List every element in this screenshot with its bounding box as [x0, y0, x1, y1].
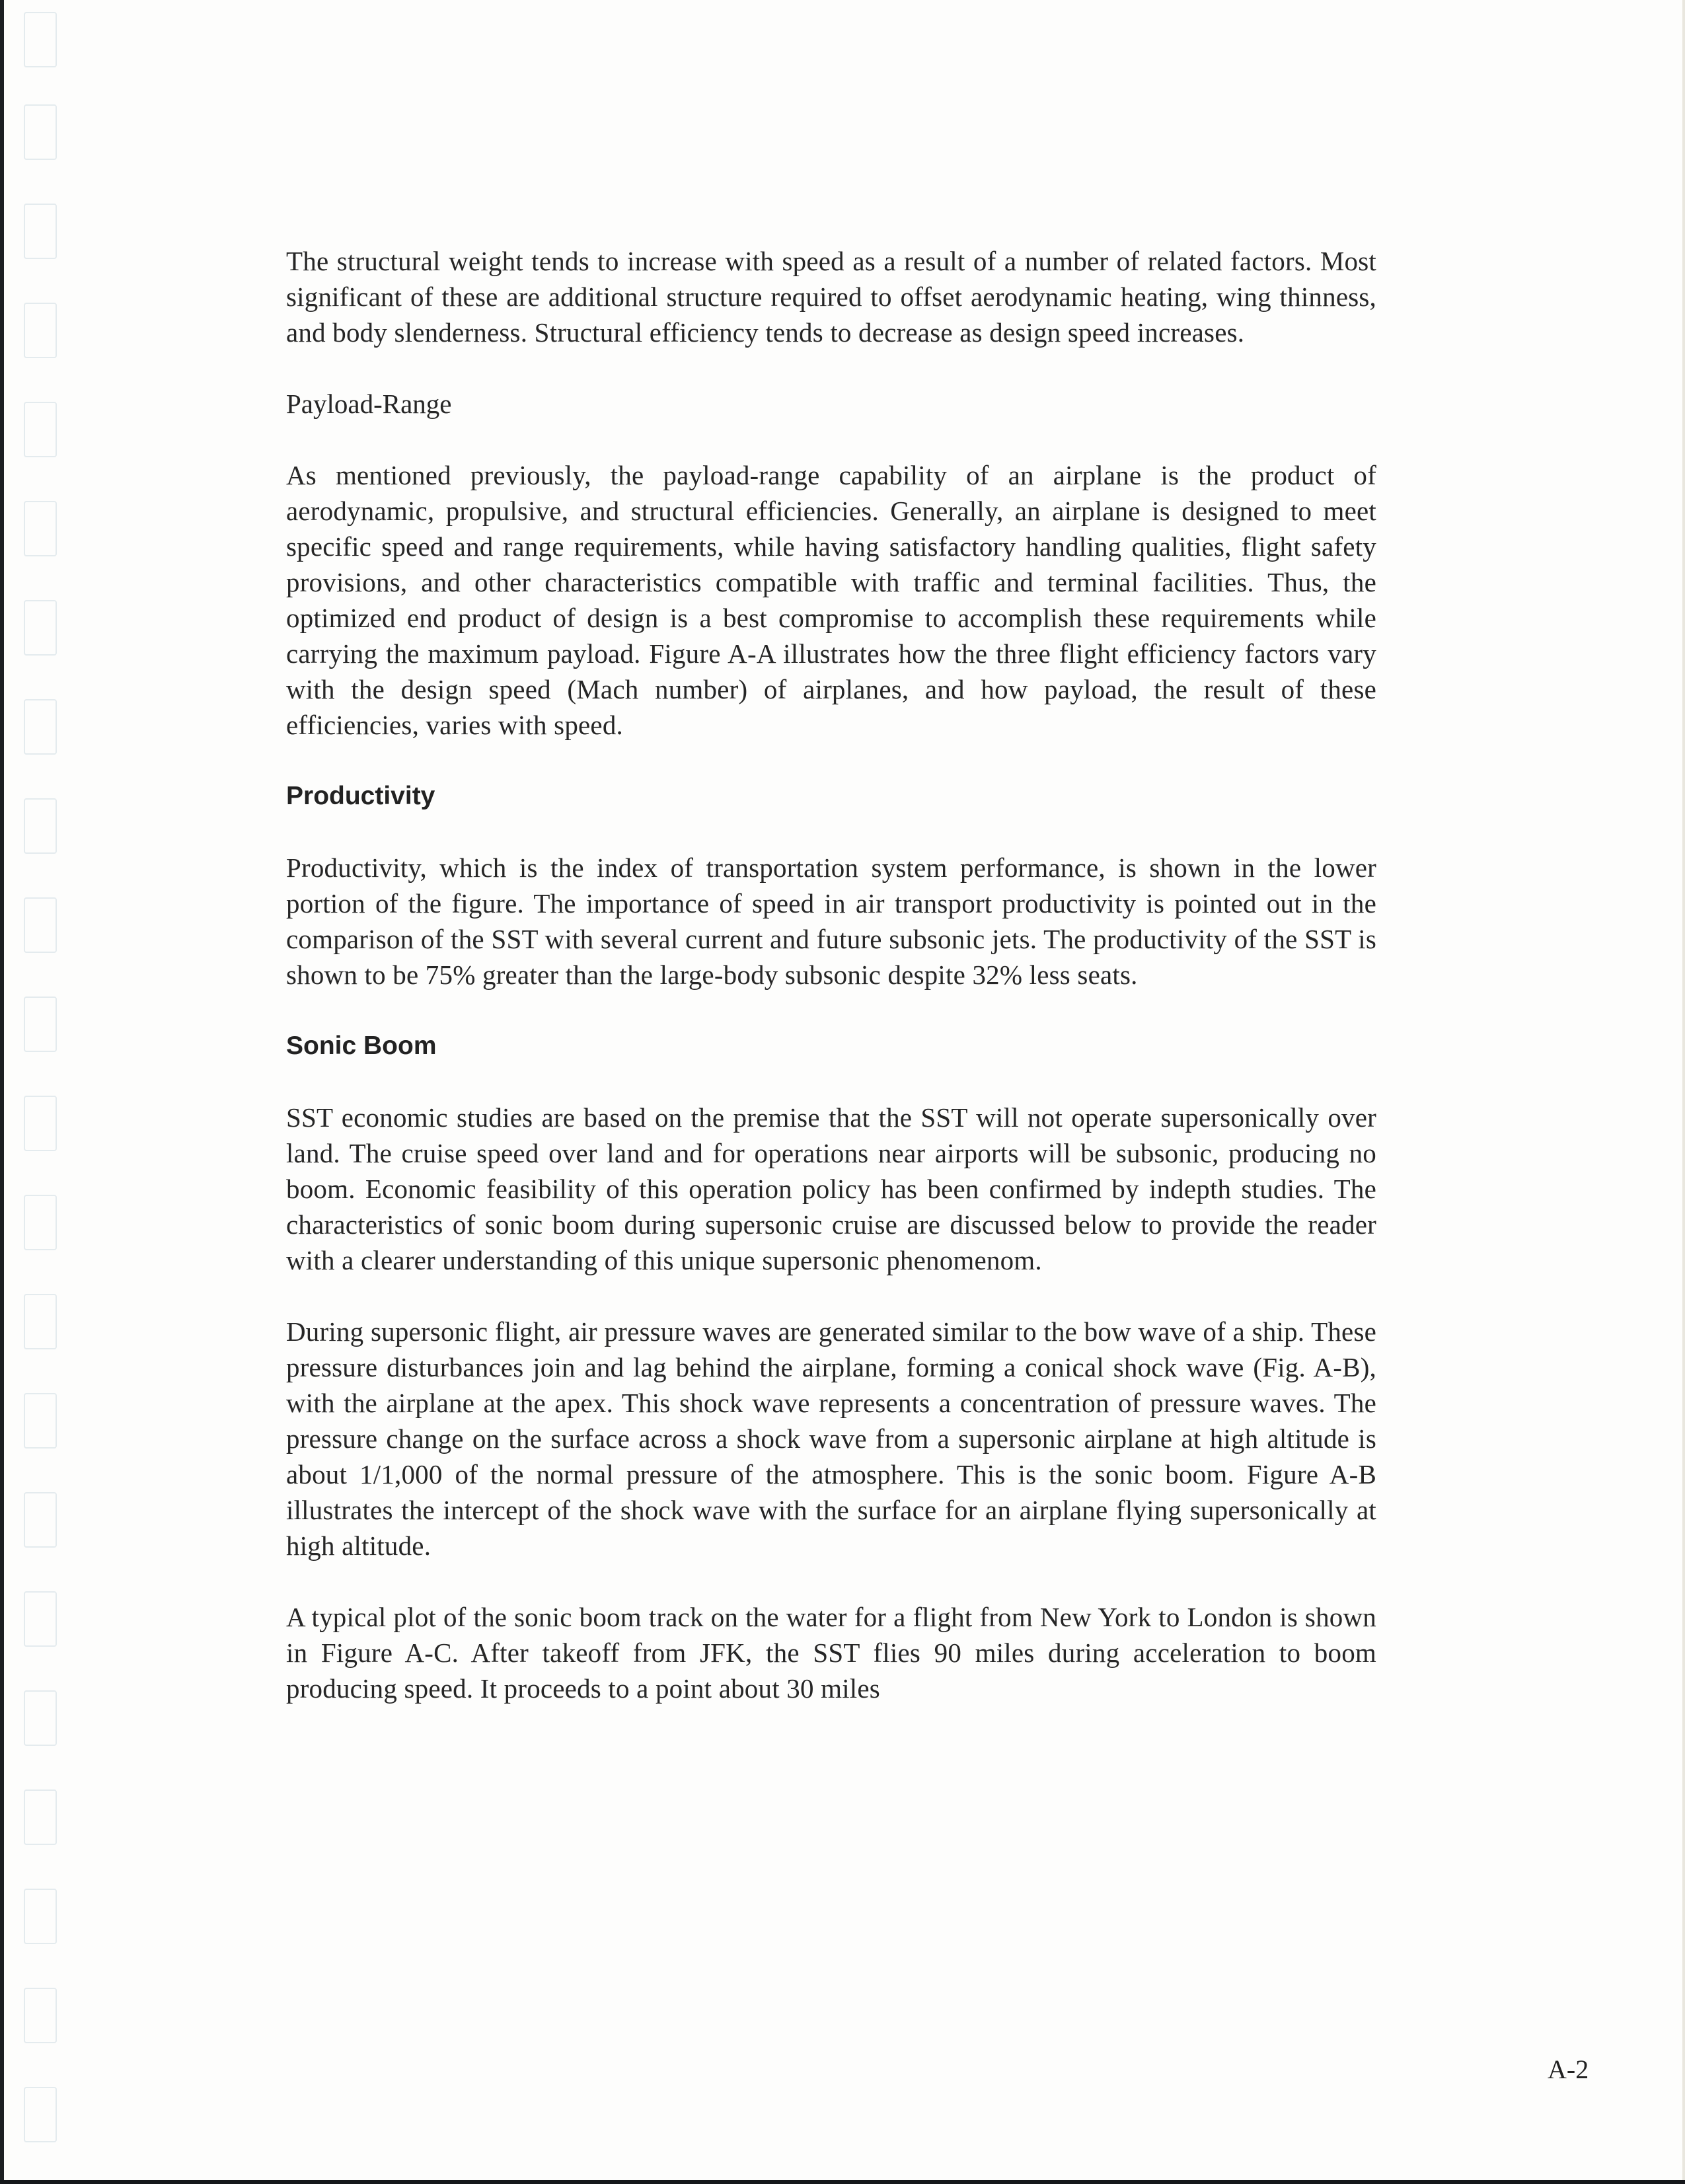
binding-hole: [24, 1492, 57, 1548]
page-body: [286, 243, 1376, 1706]
paragraph-structural-weight: The structural weight tends to increase with speed as a result of a number of related factors. Most significant of these are additional structure required to offset aerodynamic heating, wing thinness, and body slenderness. Structural efficiency tends to decrease as design speed increases.: [286, 246, 1376, 348]
binding-hole: [24, 1591, 57, 1647]
binding-hole: [24, 12, 57, 67]
binding-hole: [24, 303, 57, 358]
binding-hole: [24, 600, 57, 656]
binding-hole: [24, 402, 57, 457]
binding-hole: [24, 1789, 57, 1845]
binding-hole: [24, 204, 57, 259]
scan-left-edge: [0, 0, 4, 2184]
binding-hole: [24, 1096, 57, 1151]
binding-hole: [24, 104, 57, 160]
paragraph-sonic-boom-2: During supersonic flight, air pressure waves are generated similar to the bow wave of a ship. These pressure disturbances join and lag behind the airplane, forming a conical shock wave (Fig. A-B), with the airplane at the apex. This shock wave represents a concentration of pressure waves. The pressure change on the surface across a shock wave from a supersonic airplane at high altitude is about 1/1,000 of the normal pressure of the atmosphere. This is the sonic boom. Figure A-B illustrates the intercept of the shock wave with the surface for an airplane flying supersonically at high altitude.: [286, 1316, 1376, 1561]
binding-hole: [24, 1690, 57, 1746]
binding-hole: [24, 2087, 57, 2142]
paragraph-sonic-boom-3: A typical plot of the sonic boom track on the water for a flight from New York to London is shown in Figure A-C. After takeoff from JFK, the SST flies 90 miles during acceleration to boom producing speed. It proceeds to a point about 30 miles: [286, 1602, 1376, 1704]
binding-hole: [24, 1393, 57, 1449]
binding-hole: [24, 699, 57, 755]
binding-hole: [24, 1195, 57, 1250]
scan-right-edge: [1682, 0, 1685, 2184]
paragraph-payload-range: As mentioned previously, the payload-range capability of an airplane is the product of aerodynamic, propulsive, and structural efficiencies. Generally, an airplane is designed to meet specific speed and range requirements, while having satisfactory handling qualities, flight safety provisions, and other characteristics compatible with traffic and terminal facilities. Thus, the optimized end product of design is a best compromise to accomplish these requirements while carrying the maximum payload. Figure A-A illustrates how the three flight efficiency factors vary with the design speed (Mach number) of airplanes, and how payload, the result of these efficiencies, varies with speed.: [286, 460, 1376, 740]
binding-hole: [24, 997, 57, 1052]
heading-sonic-boom: Sonic Boom: [286, 1032, 437, 1060]
heading-payload-range: Payload-Range: [286, 389, 452, 419]
binding-hole: [24, 798, 57, 854]
scan-bottom-edge: [0, 2180, 1685, 2184]
paragraph-sonic-boom-1: SST economic studies are based on the premise that the SST will not operate supersonically over land. The cruise speed over land and for operations near airports will be subsonic, producing no boom. Economic feasibility of this operation policy has been confirmed by indepth studies. The characteristics of sonic boom during supersonic cruise are discussed below to provide the reader with a clearer understanding of this unique supersonic phenomenom.: [286, 1102, 1376, 1275]
heading-productivity: Productivity: [286, 782, 435, 810]
page-number: A-2: [1548, 2054, 1589, 2084]
binding-hole: [24, 1889, 57, 1944]
paragraph-productivity: Productivity, which is the index of transportation system performance, is shown in the lower portion of the figure. The importance of speed in air transport productivity is pointed out in the comparison of the SST with several current and future subsonic jets. The productivity of the SST is shown to be 75% greater than the large-body subsonic despite 32% less seats.: [286, 852, 1376, 990]
binding-hole: [24, 1294, 57, 1349]
binding-hole: [24, 897, 57, 953]
binding-hole: [24, 1988, 57, 2043]
binding-hole: [24, 501, 57, 556]
